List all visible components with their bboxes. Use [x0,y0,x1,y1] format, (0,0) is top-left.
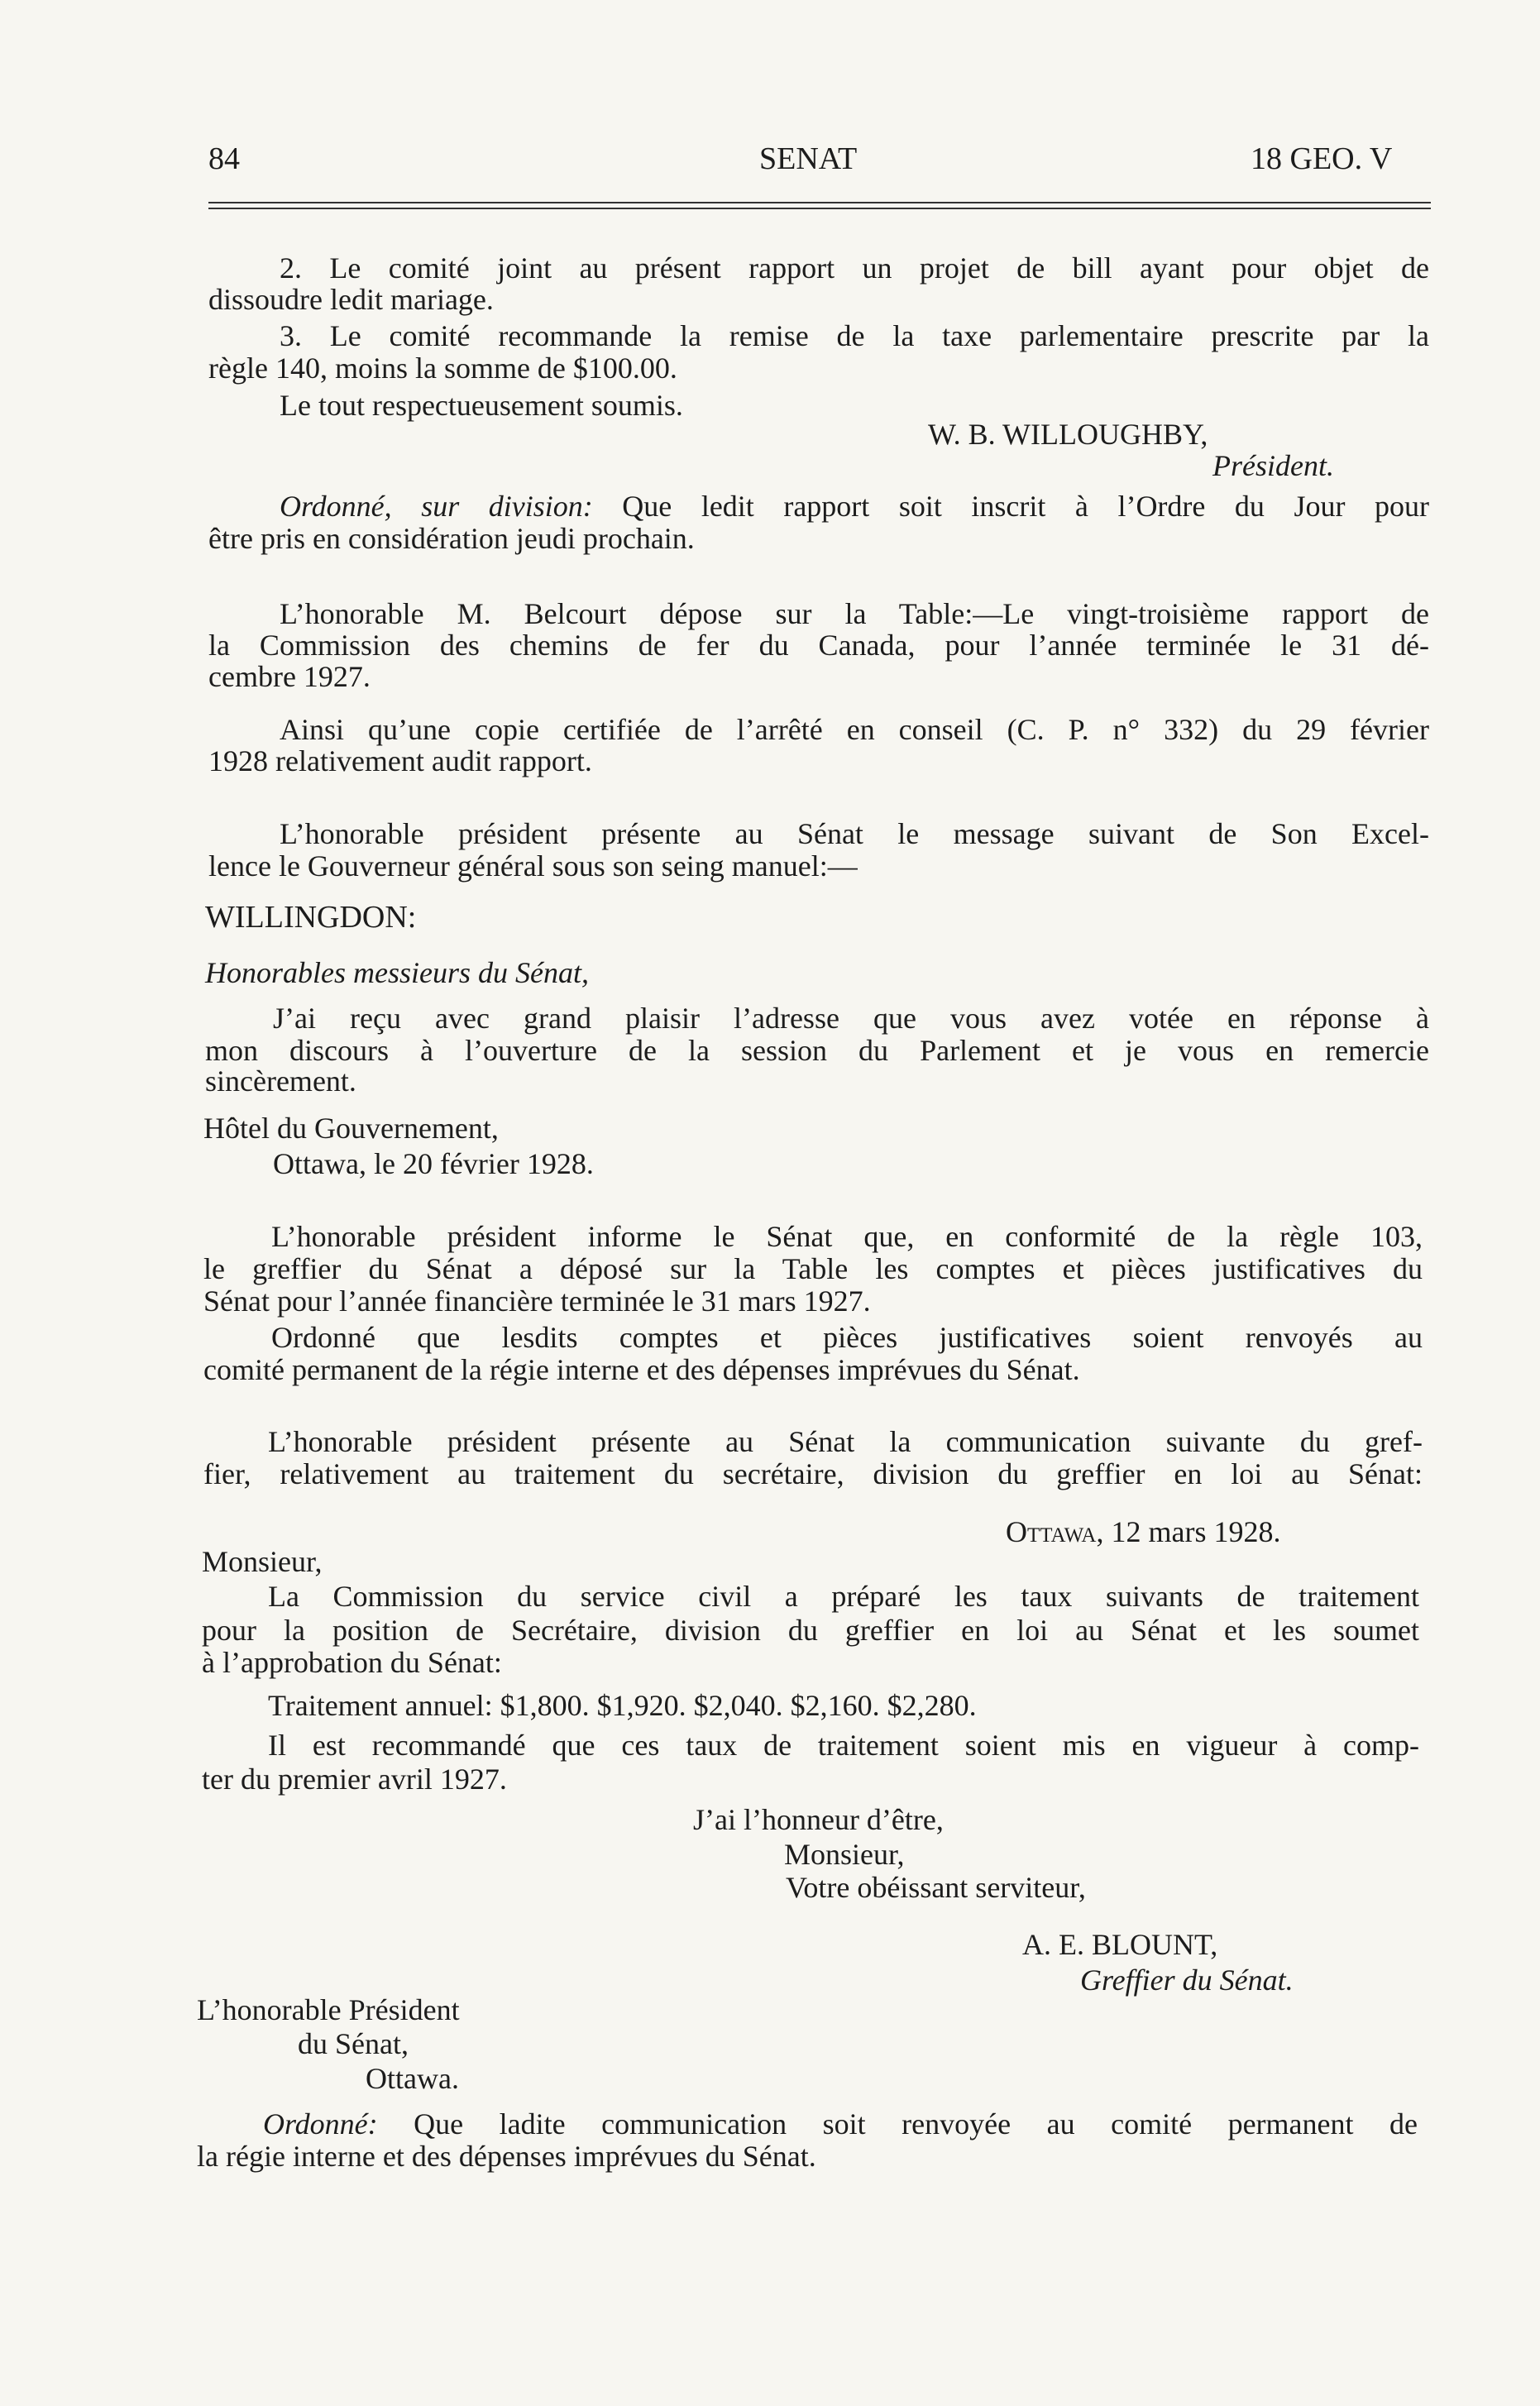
communication-closing-1: J’ai l’honneur d’être, [693,1803,944,1836]
report-signer: W. B. WILLOUGHBY, [928,418,1208,451]
communication-order-text: Que ladite communication soit renvoyée au comité permanent de [414,2107,1418,2141]
belcourt-line3: cembre 1927. [208,660,371,693]
report-item2-line2: dissoudre ledit mariage. [208,283,494,316]
message-body-line3: sincèrement. [205,1064,356,1098]
communication-intro-line2: fier, relativement au traitement du secrétaire, division du greffier en loi au Sénat: [203,1457,1423,1490]
report-closing: Le tout respectueusement soumis. [280,389,683,422]
communication-signer-title: Greffier du Sénat. [1080,1964,1294,1997]
belcourt-line1: L’honorable M. Belcourt dépose sur la Table:—Le vingt-troisième rapport de [280,597,1429,630]
report-item3-line2: règle 140, moins la somme de $100.00. [208,352,677,385]
communication-intro-line1: L’honorable président présente au Sénat la communication suivante du gref- [268,1425,1423,1458]
communication-body-line1: La Commission du service civil a préparé les taux suivants de traitement [268,1580,1419,1613]
communication-greeting: Monsieur, [202,1545,323,1578]
communication-order-line2: la régie interne et des dépenses imprévues du Sénat. [197,2140,816,2173]
page-title: SENAT [759,141,858,176]
message-intro-line2: lence le Gouverneur général sous son seing manuel:— [208,849,858,883]
report-item3-line1: 3. Le comité recommande la remise de la taxe parlementaire prescrite par la [280,319,1429,352]
accounts-line3: Sénat pour l’année financière terminée le 31 mars 1927. [203,1284,871,1318]
accounts-line4: Ordonné que lesdits comptes et pièces justificatives soient renvoyés au [271,1321,1423,1354]
communication-salary-rates: Traitement annuel: $1,800. $1,920. $2,040. $2,160. $2,280. [268,1689,977,1722]
communication-signer: A. E. BLOUNT, [1022,1928,1218,1961]
communication-address-1: L’honorable Président [197,1993,460,2026]
report-order-line1 [208,490,1429,523]
communication-recommend-line1: Il est recommandé que ces taux de traitement soient mis en vigueur à comp- [268,1729,1419,1762]
header-rule-bottom [208,208,1431,209]
communication-address-3: Ottawa. [366,2062,459,2095]
communication-date-place: Ottawa, [1006,1515,1104,1548]
communication-body-line2: pour la position de Secrétaire, division du greffier en loi au Sénat et les soumet [202,1614,1419,1647]
accounts-line1: L’honorable président informe le Sénat que, en conformité de la règle 103, [271,1220,1423,1253]
belcourt-line2: la Commission des chemins de fer du Canada, pour l’année terminée le 31 dé- [208,629,1429,662]
communication-recommend-line2: ter du premier avril 1927. [202,1763,507,1796]
report-item2-line1: 2. Le comité joint au présent rapport un projet de bill ayant pour objet de [280,251,1429,285]
communication-dateline [1006,1515,1280,1548]
belcourt-line5: 1928 relativement audit rapport. [208,744,592,777]
belcourt-line4: Ainsi qu’une copie certifiée de l’arrêté en conseil (C. P. n° 332) du 29 février [280,713,1429,746]
communication-body-line3: à l’approbation du Sénat: [202,1646,502,1679]
communication-order-label: Ordonné: [263,2107,378,2141]
page-number: 84 [208,141,240,176]
communication-closing-3: Votre obéissant serviteur, [786,1871,1086,1904]
report-order-label: Ordonné, sur division: [280,490,593,523]
message-place: Hôtel du Gouvernement, [203,1112,499,1145]
communication-address-2: du Sénat, [298,2027,409,2060]
message-salutation: Honorables messieurs du Sénat, [205,956,589,989]
report-order-text: Que ledit rapport soit inscrit à l’Ordre du Jour pour [622,490,1430,523]
governor-signature: WILLINGDON: [205,900,417,935]
report-signer-title: Président. [1212,449,1334,482]
accounts-line5: comité permanent de la régie interne et des dépenses imprévues du Sénat. [203,1353,1080,1386]
message-intro-line1: L’honorable président présente au Sénat le message suivant de Son Excel- [280,817,1429,850]
session-label: 18 GEO. V [1251,141,1393,176]
message-body-line2: mon discours à l’ouverture de la session du Parlement et je vous en remercie [205,1034,1429,1067]
message-date: Ottawa, le 20 février 1928. [273,1147,594,1180]
header-rule-top [208,202,1431,203]
message-body-line1: J’ai reçu avec grand plaisir l’adresse que vous avez votée en réponse à [273,1002,1429,1035]
report-order-line2: être pris en considération jeudi prochain. [208,522,695,555]
communication-order-line1 [197,2107,1418,2141]
communication-closing-2: Monsieur, [784,1838,905,1871]
communication-date-value: 12 mars 1928. [1111,1515,1281,1548]
accounts-line2: le greffier du Sénat a déposé sur la Table les comptes et pièces justificatives du [203,1252,1423,1285]
